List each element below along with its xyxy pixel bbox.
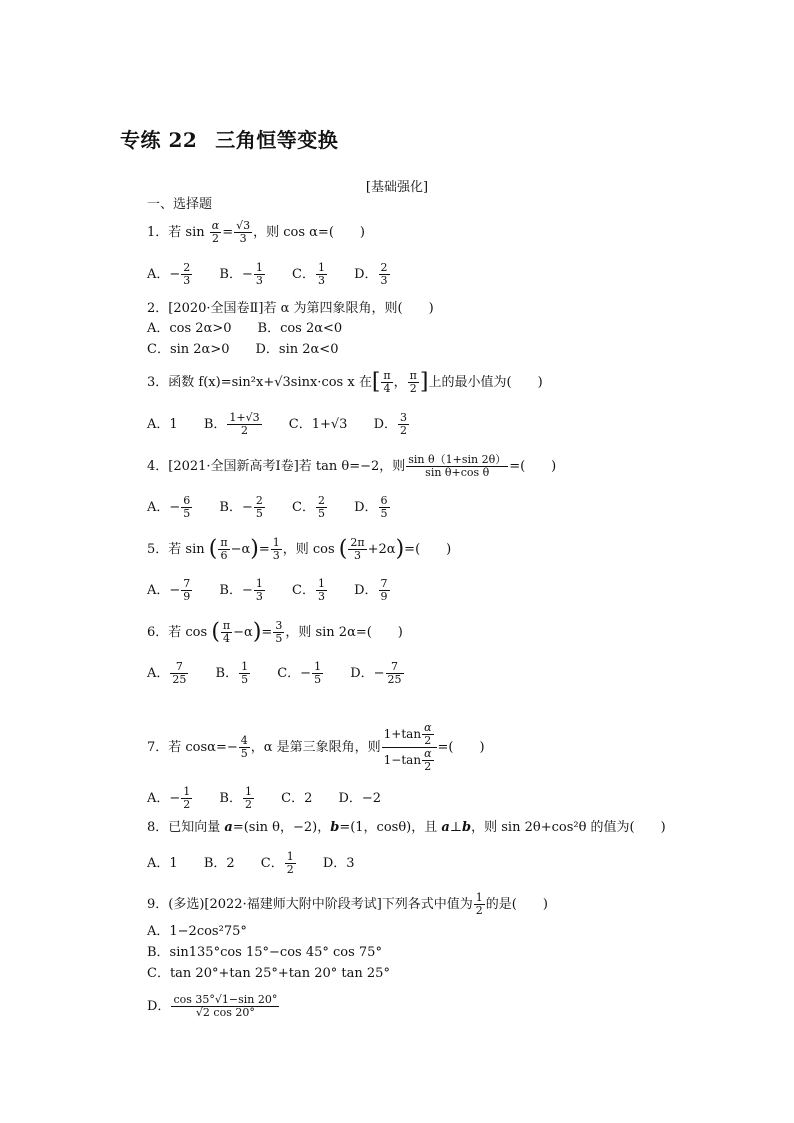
question-9-option-c[interactable]: C．tan 20°+tan 25°+tan 20° tan 25° [147,966,390,981]
option-b[interactable]: B． $\frac{1+√3}{2}$ [203,411,260,437]
option-d[interactable]: D． $\frac{3}{2}$ [373,411,407,437]
option-d[interactable]: D．− $\frac{7}{25}$ [350,660,402,686]
option-c[interactable]: C．1+√3 [288,417,348,432]
option-c[interactable]: C．− $\frac{1}{5}$ [277,660,322,686]
option-d[interactable]: D． $\frac{2}{3}$ [354,261,388,287]
option-b[interactable]: B．− $\frac{1}{3}$ [219,261,263,287]
option-b[interactable]: B．− $\frac{2}{5}$ [219,494,263,520]
option-c[interactable]: C． $\frac{1}{2}$ [260,850,294,876]
option-a[interactable]: A．1 [147,856,178,871]
option-c[interactable]: C． $\frac{2}{5}$ [292,494,325,520]
question-5-options [147,578,413,603]
option-a[interactable]: A．− $\frac{7}{9}$ [147,577,191,603]
option-d[interactable]: D． $\frac{6}{5}$ [354,494,388,520]
question-8: 8．已知向量 a=(sin θ，−2)，b=(1，cosθ)，且 a⊥b，则 sin 2θ+cos²θ 的值为( ) [147,820,666,835]
question-7-options [147,786,403,811]
question-9-option-d[interactable]: D． $\frac{\cos 35^\circ√1-\sin 20^\circ}{√2 \cos 20^\circ}$ [147,993,278,1019]
option-c[interactable]: C． $\frac{1}{3}$ [292,577,325,603]
option-b[interactable]: B．2 [203,856,235,871]
question-1: 1．若 sin $\frac{\alpha}{2}$ = $\frac{√3}{3}$ ，则 cos α=( ) [147,219,365,245]
question-9: 9．(多选)[2022·福建师大附中阶段考试]下列各式中值为 $\frac{1}{2}$ 的是( ) [147,891,548,917]
option-d[interactable]: D．3 [322,856,355,871]
page-title [120,124,338,153]
question-6-options [147,661,427,686]
question-7: 7．若 cosα=− $\frac{4}{5}$ ，α 是第三象限角，则 1+tan $\frac{\alpha}{2}$ 1−tan $\frac{\alpha}{2}$ =( ) [147,721,485,773]
part-heading: 一、选择题 [147,197,213,212]
question-4-options [147,495,413,520]
option-b[interactable]: B．− $\frac{1}{3}$ [219,577,263,603]
question-6: 6．若 cos ( $\frac{\pi}{4}$ −α)= $\frac{3}{5}$ ，则 sin 2α=( ) [147,619,403,645]
title-topic: 三角恒等变换 [215,128,339,152]
question-2-options-row1[interactable]: A．cos 2α>0 B．cos 2α<0 [147,321,343,336]
question-9-option-b[interactable]: B．sin135°cos 15°−cos 45° cos 75° [147,945,382,960]
option-c[interactable]: C．2 [281,791,313,806]
question-4: 4．[2021·全国新高考Ⅰ卷]若 tan θ=−2，则 $\frac{\text{sin θ（1+sin 2θ）}}{\text{sin θ+cos θ}}$ =( ) [147,453,557,479]
question-2: 2．[2020·全国卷Ⅱ]若 α 为第四象限角，则( ) [147,301,434,316]
option-b[interactable]: B． $\frac{1}{5}$ [215,660,249,686]
option-a[interactable]: A．− $\frac{2}{3}$ [147,261,191,287]
option-a[interactable]: A． $\frac{7}{25}$ [147,660,187,686]
option-c[interactable]: C． $\frac{1}{3}$ [292,261,325,287]
option-a[interactable]: A．1 [147,417,178,432]
question-5: 5．若 sin ( $\frac{\pi}{6}$ −α)= $\frac{1}{3}$ ，则 cos ( $\frac{2\pi}{3}$ +2α)=( ) [147,536,452,562]
option-a[interactable]: A．− $\frac{6}{5}$ [147,494,191,520]
section-label: [基础强化] [365,180,429,195]
title-series: 专练 22 [120,128,198,152]
option-a[interactable]: A．− $\frac{1}{2}$ [147,785,191,811]
question-2-options-row2[interactable]: C．sin 2α>0 D．sin 2α<0 [147,342,339,357]
option-b[interactable]: B． $\frac{1}{2}$ [219,785,252,811]
option-d[interactable]: D． $\frac{7}{9}$ [354,577,388,603]
question-1-options [147,262,413,287]
question-3-options [147,412,432,437]
question-9-option-a[interactable]: A．1−2cos²75° [147,924,247,939]
question-8-options [147,851,377,876]
question-3: 3．函数 f(x)=sin²x+√3sinx·cos x 在[ $\frac{\pi}{4}$ ， $\frac{\pi}{2}$ ]上的最小值为( ) [147,369,543,395]
option-d[interactable]: D．−2 [338,791,382,806]
